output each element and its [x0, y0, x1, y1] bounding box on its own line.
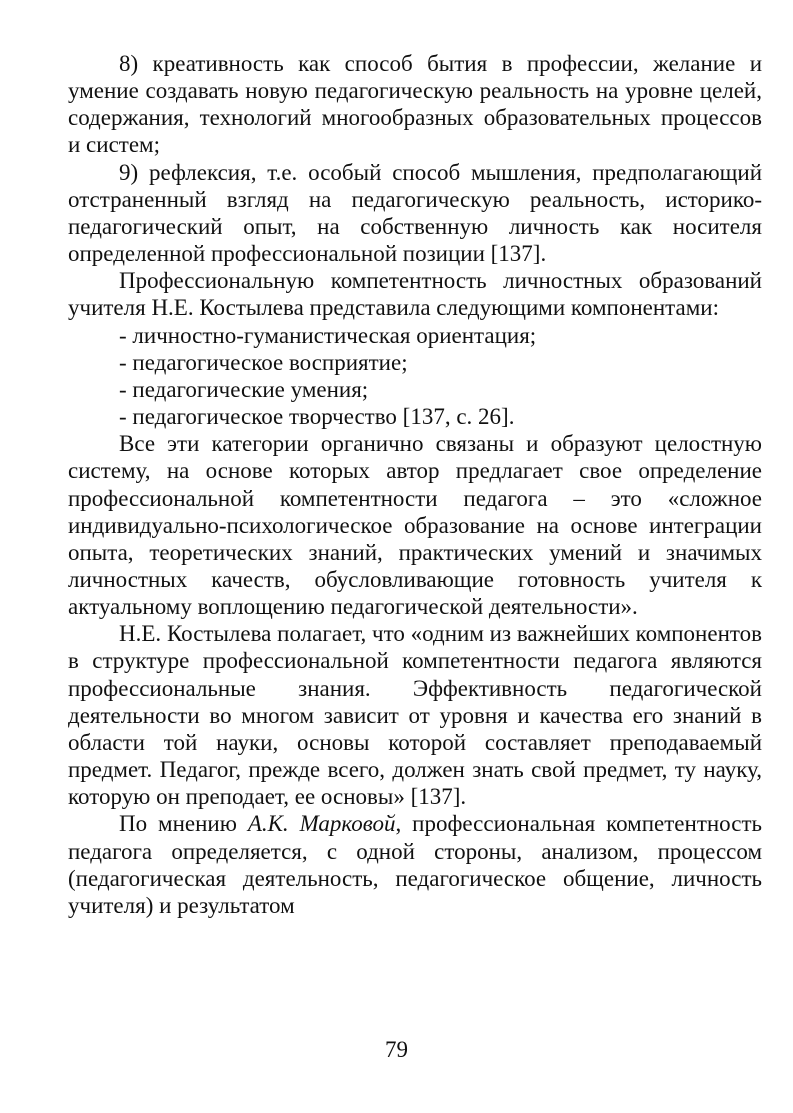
- paragraph-item-9: 9) рефлексия, т.е. особый способ мышления, предполагающий отстраненный взгляд на педагогическую реальность, историко-педагогический опыт, на собственную личность как носителя определенной профессиональной позиции [137].: [68, 159, 762, 267]
- list-item: - педагогическое восприятие;: [119, 349, 408, 375]
- page-body: [68, 50, 762, 919]
- paragraph-intro-components: Профессиональную компетентность личностных образований учителя Н.Е. Костылева представила следующими компонентами:: [68, 268, 762, 321]
- markova-rest: , профессиональная компетентность педагога определяется, с одной стороны, анализом, процессом (педагогическая деятельность, педагогическое общение, личность учителя) и результатом: [68, 811, 762, 918]
- markova-author: А.К. Марковой: [247, 811, 396, 837]
- markova-lead: По мнению: [119, 811, 248, 837]
- list-item: - личностно-гуманистическая ориентация;: [119, 322, 537, 348]
- list-item: - педагогическое творчество [137, с. 26].: [119, 404, 515, 430]
- paragraph-categories: Все эти категории органично связаны и образуют целостную систему, на основе которых автор предлагает свое определение профессиональной компетентности педагога – это «сложное индивидуально-психологическое образование на основе интеграции опыта, теоретических знаний, практических умений и значимых личностных качеств, обусловливающие готовность учителя к актуальному воплощению педагогической деятельности».: [68, 431, 762, 620]
- paragraph-kostyleva: Н.Е. Костылева полагает, что «одним из важнейших компонентов в структуре профессиональной компетентности педагога являются профессиональные знания. Эффективность педагогической деятельности во многом зависит от уровня и качества его знаний в области той науки, основы которой составляет преподаваемый предмет. Педагог, прежде всего, должен знать свой предмет, ту науку, которую он преподает, ее основы» [137].: [68, 621, 762, 810]
- paragraph-markova: [68, 810, 762, 919]
- components-list: [68, 322, 762, 431]
- list-item: - педагогические умения;: [119, 376, 369, 402]
- paragraph-item-8: 8) креативность как способ бытия в профессии, желание и умение создавать новую педагогическую реальность на уровне целей, содержания, технологий многообразных образовательных процессов и систем;: [68, 51, 762, 158]
- page-number: 79: [385, 1037, 408, 1062]
